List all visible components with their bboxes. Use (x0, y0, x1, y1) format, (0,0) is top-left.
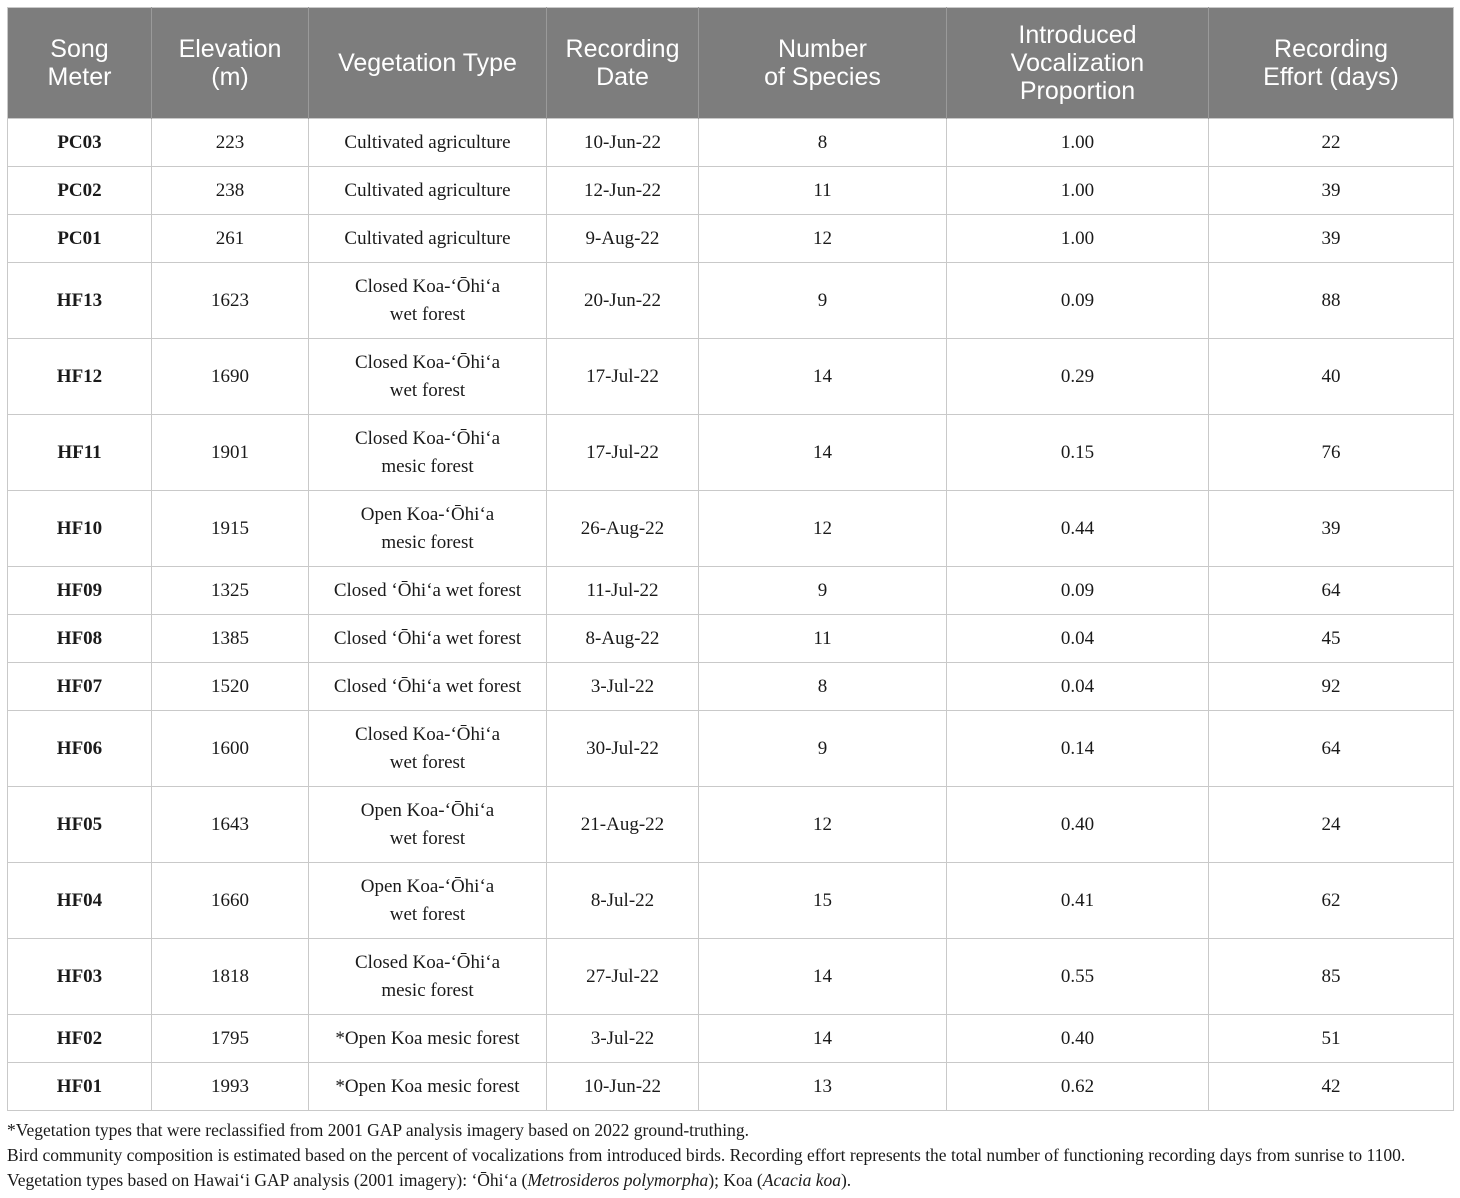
header-line: Proportion (1019, 77, 1136, 105)
introduced-proportion-cell: 0.15 (947, 415, 1209, 491)
species-count-cell: 9 (699, 263, 947, 339)
elevation-cell: 1623 (152, 263, 309, 339)
elevation-cell: 1385 (152, 615, 309, 663)
vegetation-type-header (309, 8, 547, 119)
table-row (8, 1015, 1454, 1063)
elevation-cell: 1993 (152, 1063, 309, 1111)
elevation-cell: 238 (152, 167, 309, 215)
song-meter-cell: HF11 (8, 415, 152, 491)
song-meter-cell: PC03 (8, 119, 152, 167)
header-line: Elevation (178, 35, 282, 63)
vegetation-type-cell (309, 863, 547, 939)
footnote-reclassified: *Vegetation types that were reclassified from 2001 GAP analysis imagery based on 2022 ground-truthing. (7, 1120, 749, 1140)
recording-date-cell: 10-Jun-22 (547, 1063, 699, 1111)
introduced-proportion-cell: 1.00 (947, 215, 1209, 263)
elevation-cell: 1325 (152, 567, 309, 615)
elevation-cell: 1600 (152, 711, 309, 787)
vegetation-type-cell (309, 491, 547, 567)
vegetation-type-cell (309, 1063, 547, 1111)
vegetation-type-cell (309, 119, 547, 167)
species-count-cell: 8 (699, 663, 947, 711)
table-row (8, 215, 1454, 263)
vegetation-line: mesic forest (381, 531, 474, 553)
table-row (8, 167, 1454, 215)
header-line: Date (596, 63, 649, 91)
introduced-proportion-cell: 1.00 (947, 167, 1209, 215)
recording-effort-cell: 85 (1209, 939, 1454, 1015)
vegetation-line: mesic forest (381, 979, 474, 1001)
vegetation-type-cell (309, 615, 547, 663)
species-count-cell: 9 (699, 711, 947, 787)
vegetation-line: Cultivated agriculture (344, 131, 511, 153)
recording-date-cell: 3-Jul-22 (547, 663, 699, 711)
recording-date-cell: 10-Jun-22 (547, 119, 699, 167)
vegetation-line: Closed Koa-‘Ōhi‘a (354, 275, 501, 297)
ohia-scientific-name: Metrosideros polymorpha (527, 1170, 709, 1190)
vegetation-line: *Open Koa mesic forest (335, 1075, 520, 1097)
vegetation-line: Closed Koa-‘Ōhi‘a (354, 951, 501, 973)
introduced-proportion-cell: 0.55 (947, 939, 1209, 1015)
elevation-cell: 1690 (152, 339, 309, 415)
vegetation-line: wet forest (389, 827, 466, 849)
introduced-proportion-cell: 0.09 (947, 567, 1209, 615)
song-meter-cell: HF06 (8, 711, 152, 787)
footnote-methods: Bird community composition is estimated based on the percent of vocalizations from introduced birds. Recording effort represents the total number of functioning recording days from sunrise to 1100. Vegetation types based on Hawai‘i GAP analysis (2001 imagery): ‘Ōhi‘a (Metrosideros polymorpha); Koa (Acacia koa). (7, 1145, 1406, 1190)
vegetation-line: *Open Koa mesic forest (335, 1027, 520, 1049)
header-line: Recording (565, 35, 680, 63)
vegetation-line: wet forest (389, 379, 466, 401)
elevation-cell: 1643 (152, 787, 309, 863)
table-row (8, 1063, 1454, 1111)
vegetation-line: Closed ‘Ōhi‘a wet forest (333, 579, 522, 601)
koa-scientific-name: Acacia koa (762, 1170, 841, 1190)
recording-effort-cell: 76 (1209, 415, 1454, 491)
song-meter-cell: HF08 (8, 615, 152, 663)
number-of-species-header (699, 8, 947, 119)
recording-effort-cell: 42 (1209, 1063, 1454, 1111)
table-row (8, 615, 1454, 663)
recording-effort-cell: 39 (1209, 167, 1454, 215)
introduced-proportion-cell: 0.41 (947, 863, 1209, 939)
introduced-proportion-cell: 0.04 (947, 663, 1209, 711)
song-meter-cell: HF05 (8, 787, 152, 863)
species-count-cell: 9 (699, 567, 947, 615)
song-meter-header (8, 8, 152, 119)
data-table (7, 7, 1454, 1111)
table-row (8, 119, 1454, 167)
elevation-cell: 1915 (152, 491, 309, 567)
vegetation-line: wet forest (389, 303, 466, 325)
song-meter-cell: HF13 (8, 263, 152, 339)
vegetation-type-cell (309, 167, 547, 215)
recording-effort-cell: 22 (1209, 119, 1454, 167)
table-row (8, 711, 1454, 787)
recording-date-cell: 27-Jul-22 (547, 939, 699, 1015)
introduced-proportion-cell: 0.04 (947, 615, 1209, 663)
vegetation-type-cell (309, 711, 547, 787)
song-meter-cell: HF01 (8, 1063, 152, 1111)
vegetation-type-cell (309, 787, 547, 863)
song-meter-cell: HF12 (8, 339, 152, 415)
header-line: Meter (47, 63, 112, 91)
recording-date-cell: 17-Jul-22 (547, 415, 699, 491)
song-meter-cell: HF02 (8, 1015, 152, 1063)
vegetation-line: Closed ‘Ōhi‘a wet forest (333, 675, 522, 697)
introduced-proportion-cell: 0.40 (947, 787, 1209, 863)
introduced-proportion-cell: 0.62 (947, 1063, 1209, 1111)
elevation-cell: 1660 (152, 863, 309, 939)
vegetation-line: wet forest (389, 751, 466, 773)
elevation-cell: 223 (152, 119, 309, 167)
header-line: Vocalization (1010, 49, 1145, 77)
species-count-cell: 12 (699, 787, 947, 863)
recording-effort-cell: 64 (1209, 567, 1454, 615)
recording-date-cell: 3-Jul-22 (547, 1015, 699, 1063)
elevation-cell: 1795 (152, 1015, 309, 1063)
species-count-cell: 14 (699, 1015, 947, 1063)
recording-date-cell: 9-Aug-22 (547, 215, 699, 263)
elevation-cell: 1901 (152, 415, 309, 491)
species-count-cell: 11 (699, 167, 947, 215)
table-row (8, 663, 1454, 711)
recording-effort-cell: 62 (1209, 863, 1454, 939)
species-count-cell: 12 (699, 491, 947, 567)
header-line: Song (50, 35, 109, 63)
elevation-header (152, 8, 309, 119)
vegetation-type-cell (309, 339, 547, 415)
recording-effort-cell: 24 (1209, 787, 1454, 863)
table-body (8, 119, 1454, 1111)
recording-date-cell: 11-Jul-22 (547, 567, 699, 615)
recording-effort-cell: 39 (1209, 491, 1454, 567)
vegetation-line: wet forest (389, 903, 466, 925)
footnotes (7, 1118, 1457, 1193)
introduced-proportion-cell: 0.40 (947, 1015, 1209, 1063)
introduced-proportion-cell: 0.14 (947, 711, 1209, 787)
vegetation-type-cell (309, 215, 547, 263)
vegetation-line: Cultivated agriculture (344, 227, 511, 249)
species-count-cell: 14 (699, 939, 947, 1015)
song-meter-cell: PC02 (8, 167, 152, 215)
vegetation-type-cell (309, 1015, 547, 1063)
vegetation-line: Cultivated agriculture (344, 179, 511, 201)
vegetation-type-cell (309, 415, 547, 491)
species-count-cell: 15 (699, 863, 947, 939)
recording-date-header (547, 8, 699, 119)
recording-effort-cell: 45 (1209, 615, 1454, 663)
species-count-cell: 12 (699, 215, 947, 263)
table-row (8, 787, 1454, 863)
header-line: (m) (211, 63, 249, 91)
recording-effort-cell: 51 (1209, 1015, 1454, 1063)
elevation-cell: 261 (152, 215, 309, 263)
song-meter-cell: HF04 (8, 863, 152, 939)
table-row (8, 339, 1454, 415)
introduced-proportion-cell: 0.09 (947, 263, 1209, 339)
header-line: Vegetation Type (338, 49, 517, 77)
header-line: Introduced (1018, 21, 1137, 49)
song-meter-cell: HF09 (8, 567, 152, 615)
species-count-cell: 11 (699, 615, 947, 663)
vegetation-line: Open Koa-‘Ōhi‘a (360, 875, 495, 897)
recording-date-cell: 8-Aug-22 (547, 615, 699, 663)
introduced-proportion-cell: 0.44 (947, 491, 1209, 567)
song-meter-cell: HF07 (8, 663, 152, 711)
elevation-cell: 1520 (152, 663, 309, 711)
recording-effort-cell: 64 (1209, 711, 1454, 787)
table-row (8, 491, 1454, 567)
table-row (8, 567, 1454, 615)
vegetation-type-cell (309, 263, 547, 339)
table-wrapper (7, 7, 1453, 1111)
table-row (8, 415, 1454, 491)
vegetation-line: Closed Koa-‘Ōhi‘a (354, 723, 501, 745)
song-meter-cell: HF03 (8, 939, 152, 1015)
header-row (8, 8, 1454, 119)
species-count-cell: 8 (699, 119, 947, 167)
vegetation-type-cell (309, 663, 547, 711)
recording-date-cell: 26-Aug-22 (547, 491, 699, 567)
recording-date-cell: 30-Jul-22 (547, 711, 699, 787)
species-count-cell: 14 (699, 339, 947, 415)
header-line: Number (778, 35, 867, 63)
recording-effort-cell: 39 (1209, 215, 1454, 263)
recording-effort-cell: 88 (1209, 263, 1454, 339)
song-meter-cell: HF10 (8, 491, 152, 567)
introduced-proportion-cell: 1.00 (947, 119, 1209, 167)
recording-date-cell: 21-Aug-22 (547, 787, 699, 863)
species-count-cell: 14 (699, 415, 947, 491)
recording-date-cell: 17-Jul-22 (547, 339, 699, 415)
elevation-cell: 1818 (152, 939, 309, 1015)
vegetation-line: Open Koa-‘Ōhi‘a (360, 503, 495, 525)
introduced-vocalization-header (947, 8, 1209, 119)
vegetation-line: Closed ‘Ōhi‘a wet forest (333, 627, 522, 649)
recording-effort-header (1209, 8, 1454, 119)
vegetation-line: Closed Koa-‘Ōhi‘a (354, 427, 501, 449)
vegetation-type-cell (309, 939, 547, 1015)
recording-date-cell: 8-Jul-22 (547, 863, 699, 939)
recording-date-cell: 12-Jun-22 (547, 167, 699, 215)
song-meter-cell: PC01 (8, 215, 152, 263)
table-row (8, 939, 1454, 1015)
header-line: Effort (days) (1263, 63, 1399, 91)
species-count-cell: 13 (699, 1063, 947, 1111)
vegetation-type-cell (309, 567, 547, 615)
introduced-proportion-cell: 0.29 (947, 339, 1209, 415)
recording-date-cell: 20-Jun-22 (547, 263, 699, 339)
table-row (8, 863, 1454, 939)
header-line: of Species (764, 63, 881, 91)
vegetation-line: Closed Koa-‘Ōhi‘a (354, 351, 501, 373)
recording-effort-cell: 40 (1209, 339, 1454, 415)
header-line: Recording (1274, 35, 1388, 63)
vegetation-line: mesic forest (381, 455, 474, 477)
vegetation-line: Open Koa-‘Ōhi‘a (360, 799, 495, 821)
recording-effort-cell: 92 (1209, 663, 1454, 711)
table-row (8, 263, 1454, 339)
